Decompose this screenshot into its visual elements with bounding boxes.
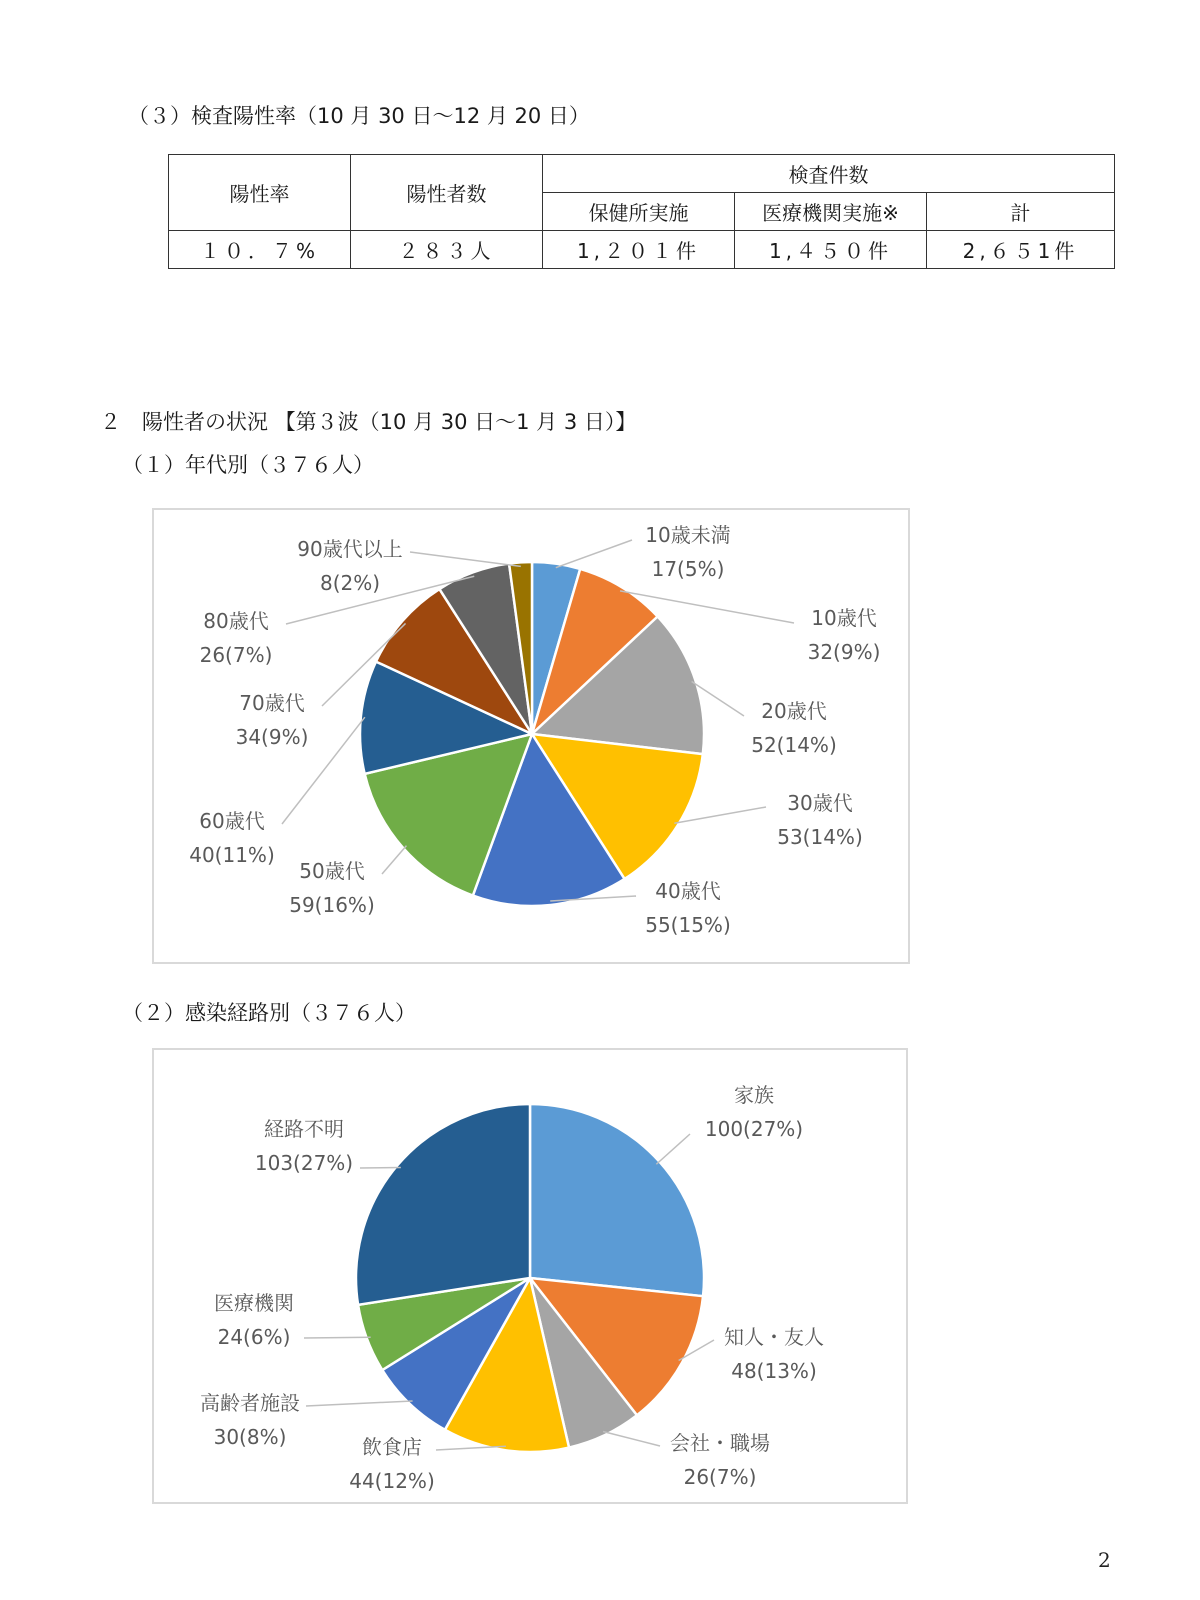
infection-route-pie-chart xyxy=(152,1048,908,1504)
value-label-2-6: 103(27%) xyxy=(254,1151,354,1175)
value-label-2-4: 30(8%) xyxy=(213,1425,287,1449)
age-group-pie-chart xyxy=(152,508,910,964)
value-positive-count: ２８３人 xyxy=(351,231,543,269)
category-label-1-3: 30歳代 xyxy=(787,791,853,815)
category-label-1-2: 20歳代 xyxy=(761,699,827,723)
positivity-rate-table xyxy=(168,154,1115,269)
category-label-2-3: 飲食店 xyxy=(362,1435,422,1459)
pie-slice-2-6 xyxy=(356,1104,530,1305)
value-label-1-2: 52(14%) xyxy=(751,733,837,757)
value-label-1-5: 59(16%) xyxy=(289,893,375,917)
category-label-1-9: 90歳代以上 xyxy=(297,537,403,561)
leader-line-2-2 xyxy=(603,1432,660,1446)
infection-route-pie-svg xyxy=(154,1050,906,1502)
value-label-1-9: 8(2%) xyxy=(319,571,381,595)
leader-line-1-0 xyxy=(556,540,632,568)
category-label-1-6: 60歳代 xyxy=(199,809,265,833)
category-label-1-0: 10歳未満 xyxy=(645,523,731,547)
value-label-2-3: 44(12%) xyxy=(349,1469,435,1493)
leader-line-2-5 xyxy=(304,1337,371,1338)
category-label-2-4: 高齢者施設 xyxy=(200,1391,300,1415)
category-label-1-7: 70歳代 xyxy=(239,691,305,715)
leader-line-1-5 xyxy=(382,846,406,874)
header-health-center: 保健所実施 xyxy=(543,193,735,231)
page-number: 2 xyxy=(1098,1548,1111,1572)
leader-line-2-6 xyxy=(360,1167,401,1168)
leader-line-2-0 xyxy=(656,1134,690,1164)
section-2-title: ２ 陽性者の状況 【第３波（10 月 30 日～1 月 3 日）】 xyxy=(100,410,637,434)
header-positivity-rate: 陽性率 xyxy=(169,155,351,231)
header-total: 計 xyxy=(927,193,1115,231)
value-label-2-2: 26(7%) xyxy=(683,1465,757,1489)
value-label-1-6: 40(11%) xyxy=(189,843,275,867)
category-label-2-0: 家族 xyxy=(734,1083,774,1107)
category-label-1-1: 10歳代 xyxy=(811,606,877,630)
section-3-title: （３）検査陽性率（10 月 30 日～12 月 20 日） xyxy=(128,104,590,128)
category-label-2-5: 医療機関 xyxy=(214,1291,294,1315)
value-label-1-7: 34(9%) xyxy=(235,725,309,749)
value-medical-institution: 1,４５０件 xyxy=(735,231,927,269)
header-test-count: 検査件数 xyxy=(543,155,1115,193)
value-label-1-4: 55(15%) xyxy=(645,913,731,937)
value-label-2-0: 100(27%) xyxy=(704,1117,804,1141)
value-label-1-0: 17(5%) xyxy=(651,557,725,581)
value-label-1-8: 26(7%) xyxy=(199,643,273,667)
pie-slice-2-0 xyxy=(530,1104,704,1296)
age-group-pie-svg xyxy=(154,510,908,962)
leader-line-1-3 xyxy=(674,807,766,823)
header-medical-institution: 医療機関実施※ xyxy=(735,193,927,231)
value-label-2-5: 24(6%) xyxy=(217,1325,291,1349)
leader-line-1-9 xyxy=(410,552,521,566)
infection-route-subtitle: （２）感染経路別（３７６人） xyxy=(122,1001,416,1025)
header-positive-count: 陽性者数 xyxy=(351,155,543,231)
value-positivity-rate: １０．７% xyxy=(169,231,351,269)
age-group-subtitle: （１）年代別（３７６人） xyxy=(122,453,374,477)
value-total: 2,６５1件 xyxy=(927,231,1115,269)
leader-line-2-4 xyxy=(306,1401,413,1406)
value-label-1-1: 32(9%) xyxy=(807,640,881,664)
category-label-1-4: 40歳代 xyxy=(655,879,721,903)
category-label-2-1: 知人・友人 xyxy=(724,1325,824,1349)
category-label-1-5: 50歳代 xyxy=(299,859,365,883)
category-label-2-2: 会社・職場 xyxy=(670,1431,770,1455)
category-label-2-6: 経路不明 xyxy=(264,1117,344,1141)
category-label-1-8: 80歳代 xyxy=(203,609,269,633)
value-label-2-1: 48(13%) xyxy=(731,1359,817,1383)
value-label-1-3: 53(14%) xyxy=(777,825,863,849)
value-health-center: 1,２０１件 xyxy=(543,231,735,269)
